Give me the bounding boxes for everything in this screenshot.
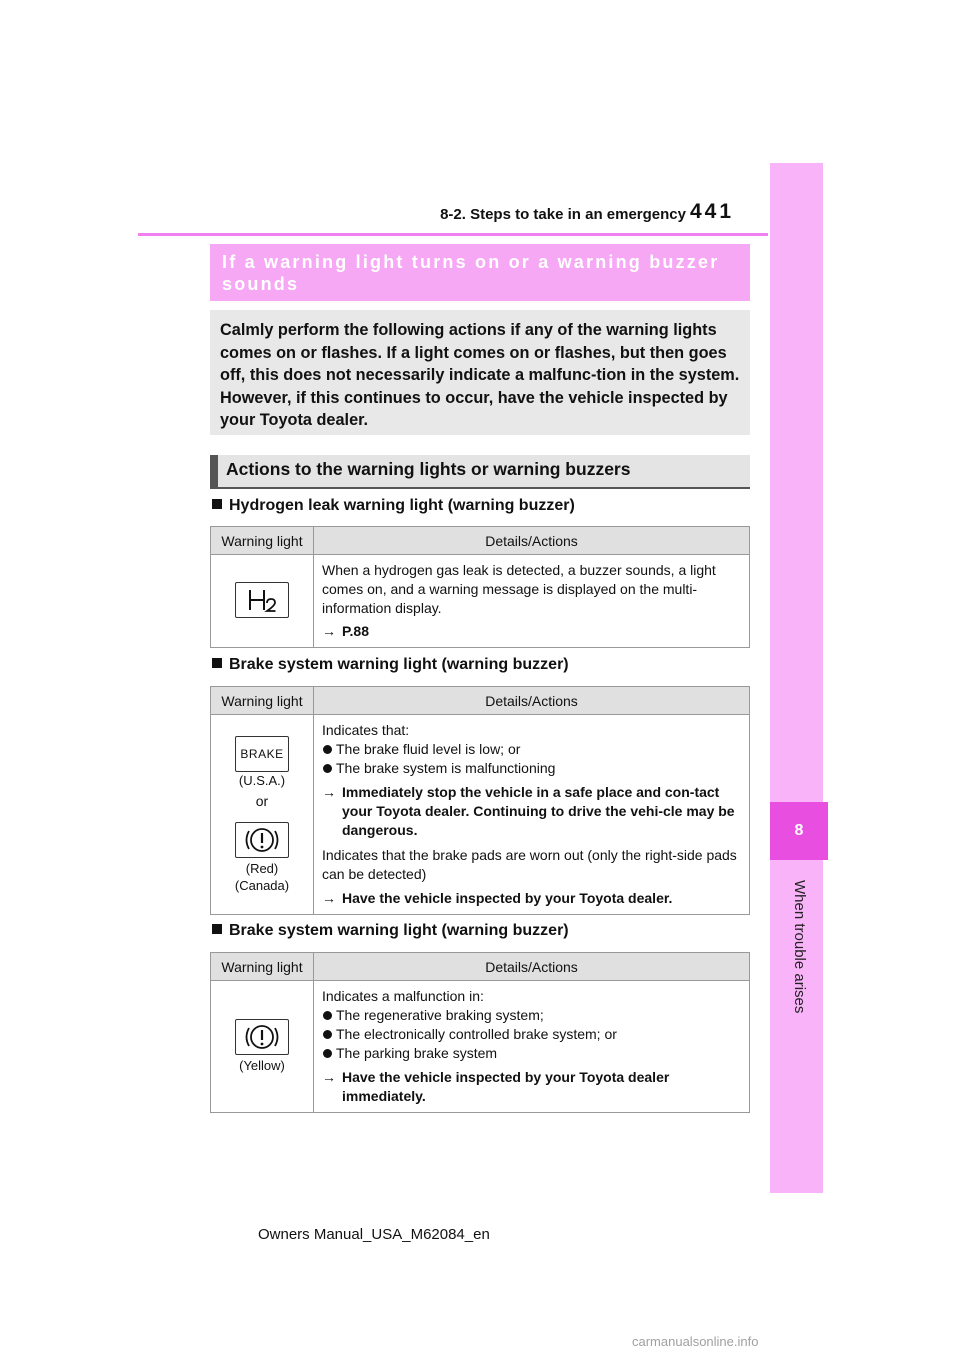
page-title: If a warning light turns on or a warning buzzer sounds xyxy=(222,252,720,294)
brake-table-1 xyxy=(210,686,750,915)
subheading-text: Brake system warning light (warning buzzer) xyxy=(229,922,569,939)
icon-caption-red: (Red) xyxy=(245,860,279,876)
exclamation-circle-icon xyxy=(235,1019,289,1055)
square-bullet-icon xyxy=(212,499,222,509)
hydrogen-details: When a hydrogen gas leak is detected, a buzzer sounds, a light comes on, and a warning message is displayed on the multi-information display. xyxy=(322,562,716,616)
brake-table-2 xyxy=(210,952,750,1113)
exclamation-circle-icon xyxy=(235,822,289,858)
side-tab-strip xyxy=(770,163,823,1193)
page-link[interactable]: P.88 xyxy=(342,623,369,639)
warning-light-cell xyxy=(211,555,314,648)
subheading-text: Brake system warning light (warning buzzer) xyxy=(229,656,569,673)
details-cell xyxy=(314,981,750,1113)
chapter-label-text: When trouble arises xyxy=(791,880,808,1014)
arrow-icon: → xyxy=(322,784,336,800)
h2-icon xyxy=(235,582,289,618)
action-inspect-immediately xyxy=(322,1068,743,1106)
col-header-details: Details/Actions xyxy=(314,953,750,981)
indicates-that: Indicates that: xyxy=(322,722,410,738)
pads-text: Indicates that the brake pads are worn out (only the right-side pads can be detected) xyxy=(322,847,737,882)
warning-light-cell xyxy=(211,715,314,915)
brake-text-icon xyxy=(235,736,289,772)
intro-text: Calmly perform the following actions if any of the warning lights comes on or flashes. If a light comes on or flashes, but then goes off, this does not necessarily indicate a malfunc-tion in the system. However, if this continues to occur, have the vehicle inspected by your Toyota dealer. xyxy=(220,321,740,429)
chapter-label xyxy=(784,880,808,1030)
square-bullet-icon xyxy=(212,658,222,668)
bullet-item: The brake fluid level is low; or xyxy=(322,740,743,759)
arrow-icon: → xyxy=(322,1069,336,1085)
watermark: carmanualsonline.info xyxy=(632,1334,759,1349)
actions-heading: Actions to the warning lights or warning buzzers xyxy=(226,459,631,479)
subheading-brake-2 xyxy=(212,922,569,940)
action-text: Have the vehicle inspected by your Toyota dealer immediately. xyxy=(342,1069,670,1104)
subheading-hydrogen xyxy=(212,497,575,515)
col-header-details: Details/Actions xyxy=(314,527,750,555)
footer-text: Owners Manual_USA_M62084_en xyxy=(258,1226,490,1243)
action-inspect-text: Have the vehicle inspected by your Toyota dealer. xyxy=(342,890,673,906)
chapter-number-tab[interactable]: 8 xyxy=(770,802,828,860)
or-label: or xyxy=(255,792,269,809)
bullet-item: The brake system is malfunctioning xyxy=(322,759,743,778)
col-header-details: Details/Actions xyxy=(314,687,750,715)
indicates-malfunction: Indicates a malfunction in: xyxy=(322,988,484,1004)
action-stop-text: Immediately stop the vehicle in a safe place and con-tact your Toyota dealer. Continuing to drive the vehi-cle may be dangerous. xyxy=(342,784,735,838)
action-inspect xyxy=(322,889,743,908)
col-header-warning-light: Warning light xyxy=(211,527,314,555)
bullet-item: The electronically controlled brake system; or xyxy=(322,1025,743,1044)
details-cell xyxy=(314,715,750,915)
icon-caption-usa: (U.S.A.) xyxy=(238,772,286,788)
square-bullet-icon xyxy=(212,924,222,934)
bullet-item: The regenerative braking system; xyxy=(322,1006,743,1025)
actions-heading-bar xyxy=(210,455,218,489)
subheading-brake-1 xyxy=(212,656,569,674)
icon-caption-canada: (Canada) xyxy=(234,877,290,893)
brake-icon-text: BRAKE xyxy=(240,746,284,761)
section-header: 8-2. Steps to take in an emergency xyxy=(440,206,686,223)
header-rule xyxy=(138,233,768,236)
subheading-text: Hydrogen leak warning light (warning buzzer) xyxy=(229,497,575,514)
action-stop xyxy=(322,783,743,840)
col-header-warning-light: Warning light xyxy=(211,687,314,715)
bullet-item: The parking brake system xyxy=(322,1044,743,1063)
hydrogen-table xyxy=(210,526,750,648)
arrow-icon: → xyxy=(322,890,336,906)
page-reference[interactable] xyxy=(322,622,743,641)
col-header-warning-light: Warning light xyxy=(211,953,314,981)
page-number: 441 xyxy=(690,200,735,223)
arrow-icon: → xyxy=(322,623,336,639)
details-cell xyxy=(314,555,750,648)
warning-light-cell xyxy=(211,981,314,1113)
icon-caption-yellow: (Yellow) xyxy=(239,1058,285,1073)
